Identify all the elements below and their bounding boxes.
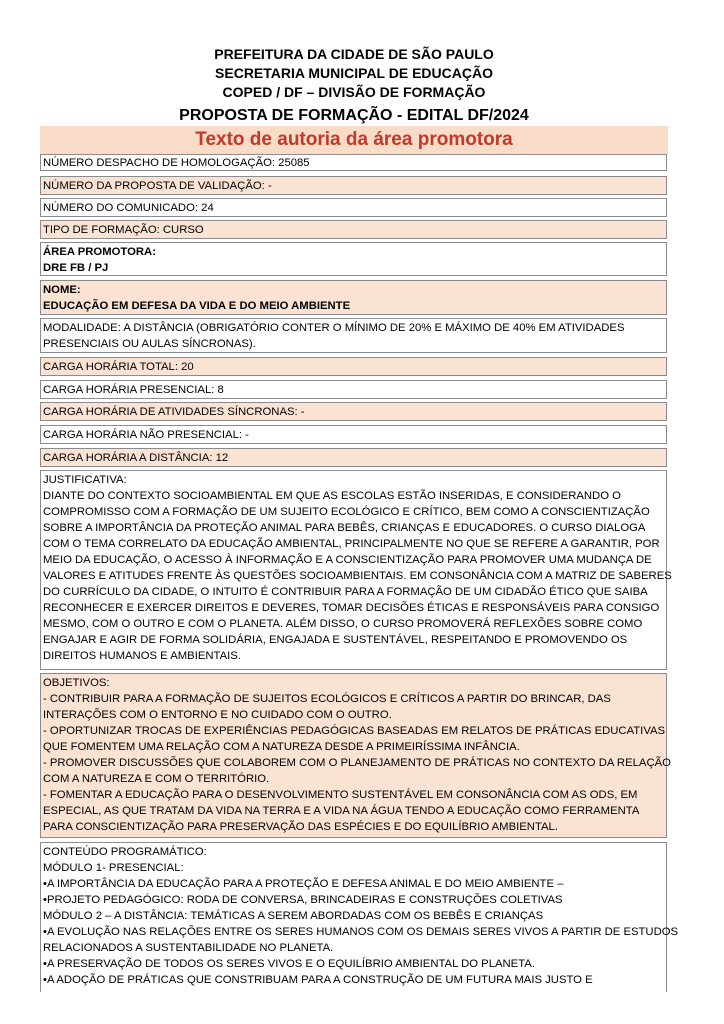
nome-label: NOME: (43, 284, 81, 296)
field-ch-total: CARGA HORÁRIA TOTAL: 20 (40, 357, 667, 376)
justificativa-line: MESMO, COM O OUTRO E COM O PLANETA. ALÉM DISSO, O CURSO PROMOVERÁ REFLEXÕES SOBRE COMO (43, 618, 643, 630)
section-objetivos (40, 673, 671, 838)
justificativa-line: JUSTIFICATIVA: (43, 474, 127, 486)
justificativa-line: COM O TEMA CORRELATO DA EDUCAÇÃO AMBIENTAL, PRINCIPALMENTE NO QUE SE REFERE A GARANTIR, POR (43, 538, 660, 550)
modalidade-line: MODALIDADE: A DISTÂNCIA (OBRIGATÓRIO CONTER O MÍNIMO DE 20% E MÁXIMO DE 40% EM ATIVIDADES (43, 322, 625, 334)
conteudo-line: •A ADOÇÃO DE PRÁTICAS QUE CONSTRIBUAM PARA A CONSTRUÇÃO DE UM FUTURA MAIS JUSTO E (43, 974, 593, 986)
field-comunicado: NÚMERO DO COMUNICADO: 24 (40, 198, 667, 217)
justificativa-line: DIANTE DO CONTEXTO SOCIOAMBIENTAL EM QUE AS ESCOLAS ESTÃO INSERIDAS, E CONSIDERANDO O (43, 490, 621, 502)
objetivos-line: - FOMENTAR A EDUCAÇÃO PARA O DESENVOLVIMENTO SUSTENTÁVEL EM CONSONÂNCIA COM AS ODS, EM (43, 789, 638, 801)
field-ch-presencial: CARGA HORÁRIA PRESENCIAL: 8 (40, 380, 667, 399)
authorship-banner: Texto de autoria da área promotora (40, 126, 668, 154)
conteudo-line: •A IMPORTÂNCIA DA EDUCAÇÃO PARA A PROTEÇÃO E DEFESA ANIMAL E DO MEIO AMBIENTE – (43, 878, 564, 890)
justificativa-line: DIREITOS HUMANOS E AMBIENTAIS. (43, 650, 241, 662)
conteudo-line: MÓDULO 2 – A DISTÂNCIA: TEMÁTICAS A SEREM ABORDADAS COM OS BEBÊS E CRIANÇAS (43, 910, 544, 922)
objetivos-line: OBJETIVOS: (43, 677, 110, 689)
objetivos-line: ESPECIAL, AS QUE TRATAM DA VIDA NA TERRA E A VIDA NA ÁGUA TENDO A EDUCAÇÃO COMO FERRAMENTA (43, 805, 640, 817)
header-line-2: SECRETARIA MUNICIPAL DE EDUCAÇÃO (215, 65, 493, 81)
conteudo-line: RELACIONADOS A SUSTENTABILIDADE NO PLANETA. (43, 942, 334, 954)
justificativa-line: COMPROMISSO COM A FORMAÇÃO DE UM SUJEITO ECOLÓGICO E CRÍTICO, BEM COMO A CONSCIENTIZAÇÃO (43, 506, 650, 518)
field-ch-distancia: CARGA HORÁRIA A DISTÂNCIA: 12 (40, 448, 667, 467)
objetivos-line: INTERAÇÕES COM O ENTORNO E NO CUIDADO COM O OUTRO. (43, 709, 392, 721)
header-line-3: COPED / DF – DIVISÃO DE FORMAÇÃO (222, 84, 486, 100)
field-ch-sincronas: CARGA HORÁRIA DE ATIVIDADES SÍNCRONAS: - (40, 402, 667, 421)
conteudo-line: •PROJETO PEDAGÓGICO: RODA DE CONVERSA, BRINCADEIRAS E CONSTRUÇÕES COLETIVAS (43, 894, 563, 906)
justificativa-line: MEIO DA EDUCAÇÃO, O ACESSO À INFORMAÇÃO E A CONSCIENTIZAÇÃO PARA PROMOVER UMA MUDANÇA DE (43, 554, 652, 566)
nome-value: EDUCAÇÃO EM DEFESA DA VIDA E DO MEIO AMBIENTE (43, 300, 351, 312)
justificativa-line: ENGAJAR E AGIR DE FORMA SOLIDÁRIA, ENGAJADA E SUSTENTÁVEL, RESPEITANDO E PROMOVENDO OS (43, 634, 628, 646)
field-ch-nao-presencial: CARGA HORÁRIA NÃO PRESENCIAL: - (40, 425, 667, 444)
justificativa-line: VALORES E ATITUDES FRENTE ÀS QUESTÕES SOCIOAMBIENTAIS. EM CONSONÂNCIA COM A MATRIZ DE SABERES (43, 570, 672, 582)
conteudo-line: MÓDULO 1- PRESENCIAL: (43, 862, 184, 874)
document-title: PROPOSTA DE FORMAÇÃO - EDITAL DF/2024 (179, 107, 529, 124)
conteudo-line: CONTEÚDO PROGRAMÁTICO: (43, 846, 207, 858)
objetivos-line: - CONTRIBUIR PARA A FORMAÇÃO DE SUJEITOS ECOLÓGICOS E CRÍTICOS A PARTIR DO BRINCAR, DAS (43, 693, 611, 705)
field-despacho: NÚMERO DESPACHO DE HOMOLOGAÇÃO: 25085 (40, 154, 667, 171)
section-justificativa (40, 470, 672, 670)
conteudo-line: •A PRESERVAÇÃO DE TODOS OS SERES VIVOS E O EQUILÍBRIO AMBIENTAL DO PLANETA. (43, 958, 535, 970)
justificativa-line: DO CURRÍCULO DA CIDADE, O INTUITO É CONTRIBUIR PARA A FORMAÇÃO DE UM CIDADÃO ÉTICO QUE SAIBA (43, 586, 648, 598)
header-line-1: PREFEITURA DA CIDADE DE SÃO PAULO (214, 46, 494, 62)
objetivos-line: - PROMOVER DISCUSSÕES QUE COLABOREM COM O PLANEJAMENTO DE PRÁTICAS NO CONTEXTO DA RELAÇÃO (43, 757, 671, 769)
conteudo-line: •A EVOLUÇÃO NAS RELAÇÕES ENTRE OS SERES HUMANOS COM OS DEMAIS SERES VIVOS A PARTIR DE ESTUDOS (43, 926, 679, 938)
objetivos-line: COM A NATUREZA E COM O TERRITÓRIO. (43, 773, 270, 785)
section-conteudo (40, 842, 679, 992)
field-modalidade (40, 318, 667, 353)
field-area-promotora (40, 242, 667, 276)
objetivos-line: PARA CONSCIENTIZAÇÃO PARA PRESERVAÇÃO DAS ESPÉCIES E DO EQUILÍBRIO AMBIENTAL. (43, 821, 558, 833)
field-proposta: NÚMERO DA PROPOSTA DE VALIDAÇÃO: - (40, 176, 667, 195)
area-label: ÁREA PROMOTORA: (43, 246, 156, 258)
justificativa-line: SOBRE A IMPORTÂNCIA DA PROTEÇÃO ANIMAL PARA BEBÊS, CRIANÇAS E EDUCADORES. O CURSO DIALOGA (43, 522, 646, 534)
area-value: DRE FB / PJ (43, 262, 109, 274)
field-tipo: TIPO DE FORMAÇÃO: CURSO (40, 220, 667, 239)
objetivos-line: QUE FOMENTEM UMA RELAÇÃO COM A NATUREZA DESDE A PRIMEIRÍSSIMA INFÂNCIA. (43, 741, 520, 753)
field-nome (40, 280, 667, 315)
modalidade-line: PRESENCIAIS OU AULAS SÍNCRONAS). (43, 338, 256, 350)
objetivos-line: - OPORTUNIZAR TROCAS DE EXPERIÊNCIAS PEDAGÓGICAS BASEADAS EM RELATOS DE PRÁTICAS EDUCATIVAS (43, 725, 666, 737)
justificativa-line: RECONHECER E EXERCER DIREITOS E DEVERES, TOMAR DECISÕES ÉTICAS E RESPONSÁVEIS PARA CONSIGO (43, 602, 660, 614)
